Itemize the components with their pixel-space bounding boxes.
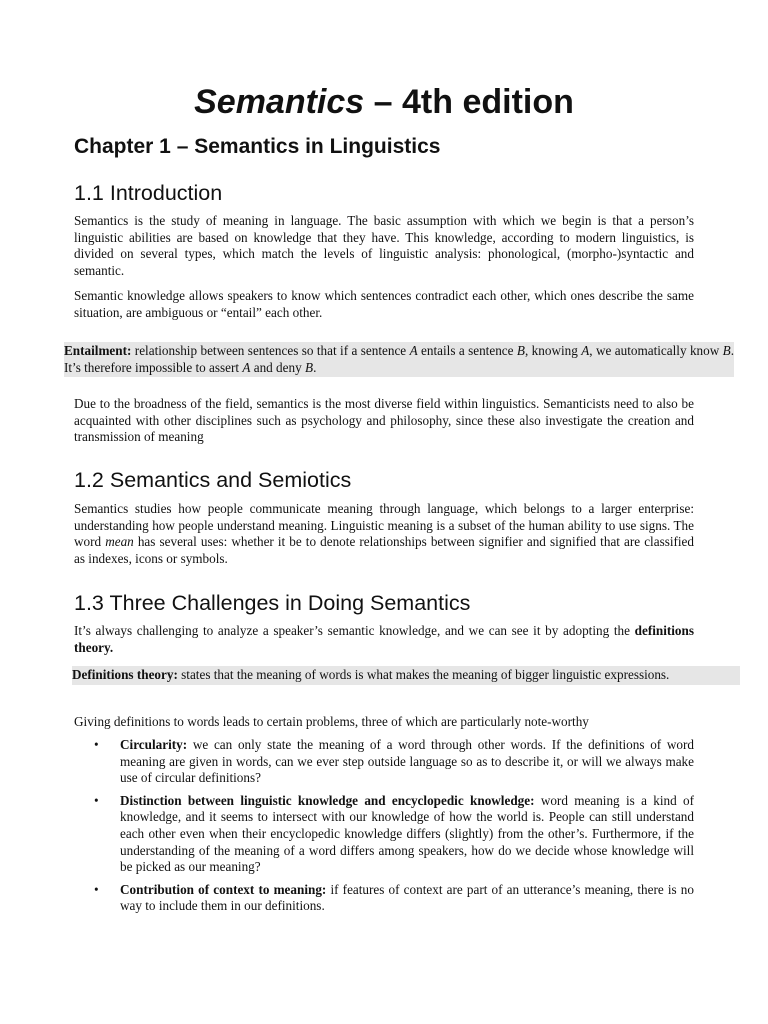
definitions-theory-box [72, 666, 740, 685]
box-text: , knowing [524, 343, 582, 358]
definitions-theory-box-term: Definitions theory: [72, 667, 178, 682]
semiotics-text: has several uses: whether it be to denote relationships between signifier and signified that are classified as indexes, icons or symbols. [74, 534, 695, 566]
bullet-term: Contribution of context to meaning: [120, 881, 327, 897]
intro-paragraph-3: Due to the broadness of the field, semantics is the most diverse field within linguistics. Semanticists need to also be acquainted with other disciplines such as psychology and philosophy, since these also investigate the creation and transmission of meaning [74, 396, 694, 445]
bullet-icon: • [94, 792, 99, 808]
challenges-paragraph-1 [74, 623, 694, 656]
box-text: . [313, 359, 317, 375]
intro-paragraph-1: Semantics is the study of meaning in language. The basic assumption with which we begin is that a person’s linguistic abilities are based on knowledge that they have. This knowledge, according to modern linguistics, is divided on several types, which match the levels of linguistic analysis: phonological, (morpho-)syntactic and semantic. [74, 213, 694, 278]
semiotics-paragraph [74, 501, 694, 567]
box-text: relationship between sentences so that if a sentence [131, 343, 410, 358]
definitions-theory-term: definitions theory. [74, 623, 694, 655]
list-item [94, 737, 694, 787]
title-rest: – 4th edition [364, 83, 574, 121]
var-b: B [305, 359, 314, 375]
section-heading-1-2: 1.2 Semantics and Semiotics [74, 468, 352, 492]
list-item [94, 882, 694, 915]
document-title [0, 82, 768, 122]
var-a: A [409, 343, 418, 358]
var-b: B [722, 343, 731, 358]
semiotics-text: Semantics studies how people communicate meaning through language, which belongs to a larger enterprise: understanding how people understand meaning. Linguistic meaning is a subset of the human ability to use signs. The word [74, 501, 694, 550]
challenges-paragraph-2: Giving definitions to words leads to certain problems, three of which are particularly note-worthy [74, 714, 589, 729]
section-heading-1-3: 1.3 Three Challenges in Doing Semantics [74, 591, 471, 615]
chapter-heading: Chapter 1 – Semantics in Linguistics [74, 135, 441, 158]
bullet-icon: • [94, 881, 99, 897]
bullet-text: if features of context are part of an utterance’s meaning, there is no way to include them in our definitions. [120, 881, 694, 914]
bullet-term: Circularity: [120, 737, 188, 752]
challenges-list [94, 737, 694, 921]
term-mean: mean [105, 534, 134, 550]
bullet-text: we can only state the meaning of a word through other words. If the definitions of word meaning are given in words, can we ever step outside language so as to describe it, or will we always make use of circular definitions? [120, 737, 694, 786]
box-text: and deny [250, 359, 305, 375]
challenges-text: It’s always challenging to analyze a speaker’s semantic knowledge, and we can see it by adopting the [74, 623, 635, 638]
box-text: , we automatically know [589, 343, 723, 358]
bullet-text: word meaning is a kind of knowledge, and it seems to intersect with our knowledge of how the world is. People can still understand each other even when their encyclopedic knowledge differs (slightly) from the other’s. Furthermore, if the understanding of the meaning of a word differs among speakers, how do we decide whose knowledge will be picked as our meaning? [120, 792, 694, 875]
list-item [94, 793, 694, 876]
title-italic: Semantics [194, 83, 365, 121]
box-text: entails a sentence [417, 343, 517, 358]
intro-paragraph-2: Semantic knowledge allows speakers to know which sentences contradict each other, which ones describe the same situation, are ambiguous or “entail” each other. [74, 288, 694, 320]
entailment-term: Entailment: [64, 343, 132, 358]
entailment-definition-box [64, 342, 734, 377]
var-a: A [581, 343, 590, 358]
bullet-icon: • [94, 737, 99, 752]
box-text: . It’s therefore impossible to assert [64, 343, 735, 375]
var-b: B [516, 343, 525, 358]
section-heading-1-1: 1.1 Introduction [74, 181, 223, 205]
definitions-theory-box-text: states that the meaning of words is what makes the meaning of bigger linguistic expressions. [177, 667, 670, 682]
bullet-term: Distinction between linguistic knowledge and encyclopedic knowledge: [120, 792, 535, 808]
var-a: A [242, 359, 251, 375]
